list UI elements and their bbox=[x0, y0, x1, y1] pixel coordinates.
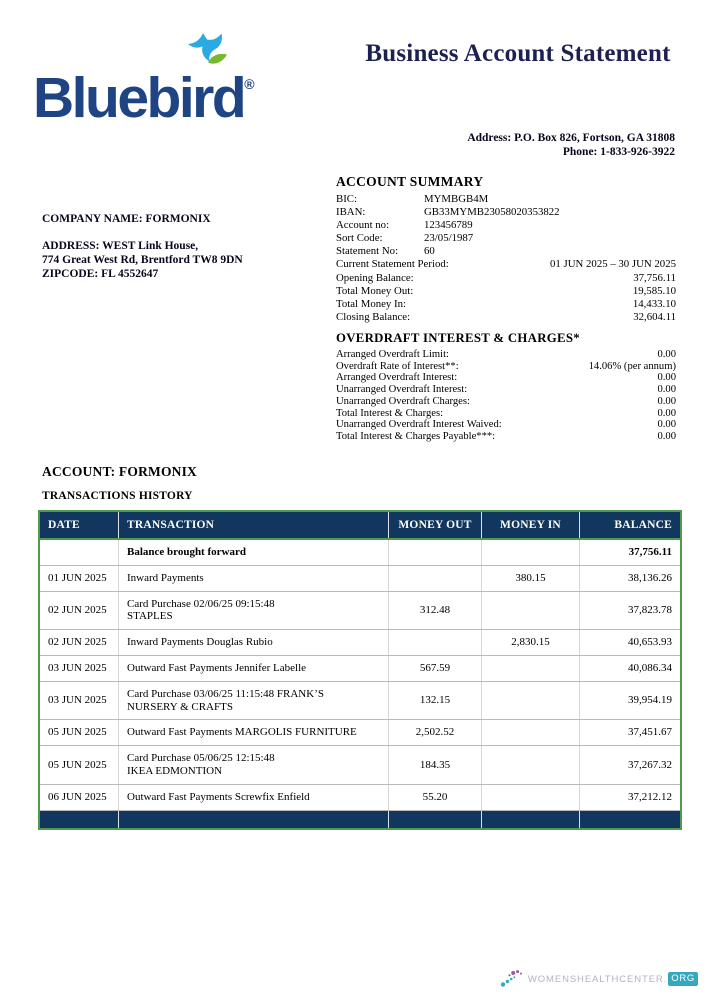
summary-row bbox=[336, 311, 676, 324]
transaction-line: Balance brought forward bbox=[127, 546, 246, 558]
summary-label: Account no: bbox=[336, 219, 390, 232]
summary-row bbox=[336, 298, 676, 311]
transaction-row bbox=[40, 592, 680, 631]
transaction-row bbox=[40, 540, 680, 566]
summary-row bbox=[336, 219, 676, 232]
cell-money-in bbox=[482, 682, 580, 720]
column-header-date: DATE bbox=[40, 512, 119, 538]
column-header-money-out: MONEY OUT bbox=[389, 512, 482, 538]
transaction-line: STAPLES bbox=[127, 610, 173, 623]
cell-money-out: 567.59 bbox=[389, 656, 482, 681]
watermark bbox=[500, 969, 698, 989]
transaction-line: Inward Payments Douglas Rubio bbox=[127, 636, 273, 649]
summary-value: 123456789 bbox=[424, 219, 473, 232]
overdraft-row bbox=[336, 372, 676, 384]
overdraft-label: Arranged Overdraft Interest: bbox=[336, 372, 458, 384]
transactions-heading: TRANSACTIONS HISTORY bbox=[42, 490, 193, 502]
summary-value: MYMBGB4M bbox=[424, 193, 489, 205]
cell-date: 02 JUN 2025 bbox=[40, 592, 119, 630]
cell-balance: 37,451.67 bbox=[628, 726, 672, 739]
transaction-line: Card Purchase 03/06/25 11:15:48 FRANK’S bbox=[127, 687, 324, 700]
summary-label: Sort Code: bbox=[336, 232, 383, 245]
overdraft-row bbox=[336, 419, 676, 431]
cell-balance: 37,756.11 bbox=[628, 546, 672, 558]
overdraft-label: Unarranged Overdraft Interest: bbox=[336, 384, 468, 396]
transaction-line: Outward Fast Payments MARGOLIS FURNITURE bbox=[127, 726, 357, 739]
company-address-line2: 774 Great West Rd, Brentford TW8 9DN bbox=[42, 254, 243, 266]
cell-transaction bbox=[119, 720, 389, 745]
cell-transaction bbox=[119, 785, 389, 810]
account-heading: ACCOUNT: FORMONIX bbox=[42, 464, 198, 479]
cell-date: 01 JUN 2025 bbox=[40, 566, 119, 591]
registered-mark: ® bbox=[244, 76, 255, 92]
summary-value: GB33MYMB23058020353822 bbox=[424, 206, 560, 219]
summary-label: Current Statement Period: bbox=[336, 258, 449, 271]
column-header-balance: BALANCE bbox=[614, 519, 672, 531]
watermark-text: WOMENSHEALTHCENTER. bbox=[527, 973, 668, 985]
transaction-row bbox=[40, 785, 680, 811]
overdraft-value: 0.00 bbox=[657, 349, 676, 360]
transaction-line: IKEA EDMONTION bbox=[127, 764, 223, 777]
cell-money-out bbox=[389, 540, 482, 565]
table-header-row bbox=[40, 512, 680, 540]
overdraft-value: 0.00 bbox=[657, 419, 676, 431]
transaction-row bbox=[40, 630, 680, 656]
summary-row bbox=[336, 232, 676, 245]
summary-label: Statement No: bbox=[336, 245, 399, 258]
cell-money-in: 2,830.15 bbox=[482, 630, 580, 655]
cell-money-out bbox=[389, 566, 482, 591]
company-name: COMPANY NAME: FORMONIX bbox=[42, 213, 211, 225]
cell-money-in bbox=[482, 540, 580, 565]
bank-address: Address: P.O. Box 826, Fortson, GA 31808 bbox=[467, 132, 675, 144]
cell-money-out: 132.15 bbox=[389, 682, 482, 720]
transaction-line: Card Purchase 02/06/25 09:15:48 bbox=[127, 597, 275, 610]
summary-row bbox=[336, 272, 676, 285]
account-summary-rows bbox=[336, 193, 676, 324]
cell-money-out: 184.35 bbox=[389, 746, 482, 784]
overdraft-label: Total Interest & Charges: bbox=[336, 407, 444, 419]
overdraft-row bbox=[336, 349, 676, 361]
cell-date: 05 JUN 2025 bbox=[40, 720, 119, 745]
summary-value: 32,604.11 bbox=[633, 310, 676, 323]
account-summary-title: ACCOUNT SUMMARY bbox=[336, 174, 484, 189]
transaction-line: Outward Fast Payments Screwfix Enfield bbox=[127, 790, 310, 803]
cell-balance: 38,136.26 bbox=[628, 571, 672, 584]
transaction-line: Inward Payments bbox=[127, 571, 204, 584]
overdraft-label: Unarranged Overdraft Charges: bbox=[336, 395, 470, 407]
overdraft-value: 14.06% (per annum) bbox=[588, 360, 676, 372]
table-footer-bar bbox=[40, 811, 680, 828]
overdraft-row bbox=[336, 361, 676, 373]
summary-row bbox=[336, 206, 676, 219]
cell-money-in bbox=[482, 720, 580, 745]
transaction-row bbox=[40, 746, 680, 785]
transaction-row bbox=[40, 682, 680, 721]
bluebird-logo bbox=[33, 30, 263, 130]
cell-date bbox=[40, 540, 119, 565]
column-header-transaction: TRANSACTION bbox=[119, 512, 389, 538]
overdraft-value: 0.00 bbox=[657, 407, 676, 419]
company-address-line1: ADDRESS: WEST Link House, bbox=[42, 240, 199, 252]
cell-date: 02 JUN 2025 bbox=[40, 630, 119, 655]
overdraft-row bbox=[336, 384, 676, 396]
cell-money-out: 55.20 bbox=[389, 785, 482, 810]
cell-transaction bbox=[119, 746, 389, 784]
summary-label: IBAN: bbox=[336, 206, 366, 219]
cell-date: 03 JUN 2025 bbox=[40, 656, 119, 681]
summary-row bbox=[336, 258, 676, 271]
summary-row bbox=[336, 285, 676, 298]
cell-money-in bbox=[482, 656, 580, 681]
overdraft-row bbox=[336, 408, 676, 420]
overdraft-label: Arranged Overdraft Limit: bbox=[336, 349, 449, 360]
transaction-line: Card Purchase 05/06/25 12:15:48 bbox=[127, 752, 275, 765]
transaction-row bbox=[40, 566, 680, 592]
summary-label: Total Money Out: bbox=[336, 284, 414, 297]
bluebird-wordmark: Bluebird® bbox=[33, 66, 255, 130]
account-summary-section bbox=[336, 174, 676, 324]
transaction-line: NURSERY & CRAFTS bbox=[127, 700, 233, 713]
cell-balance: 37,267.32 bbox=[628, 758, 672, 771]
cell-transaction bbox=[119, 566, 389, 591]
summary-label: Opening Balance: bbox=[336, 271, 414, 284]
summary-label: BIC: bbox=[336, 193, 357, 205]
cell-balance: 40,653.93 bbox=[628, 636, 672, 649]
summary-row bbox=[336, 193, 676, 206]
cell-transaction bbox=[119, 630, 389, 655]
cell-date: 03 JUN 2025 bbox=[40, 682, 119, 720]
overdraft-title: OVERDRAFT INTEREST & CHARGES* bbox=[336, 331, 580, 345]
cell-money-in: 380.15 bbox=[482, 566, 580, 591]
summary-value: 60 bbox=[424, 245, 435, 258]
summary-value: 19,585.10 bbox=[632, 284, 676, 297]
watermark-org-badge: ORG bbox=[668, 972, 698, 986]
overdraft-rows bbox=[336, 349, 676, 443]
cell-balance: 37,212.12 bbox=[628, 790, 672, 803]
transaction-line: Outward Fast Payments Jennifer Labelle bbox=[127, 661, 307, 674]
cell-date: 05 JUN 2025 bbox=[40, 746, 119, 784]
cell-transaction bbox=[119, 592, 389, 630]
transaction-row bbox=[40, 656, 680, 682]
overdraft-value: 0.00 bbox=[657, 372, 676, 384]
cell-money-in bbox=[482, 785, 580, 810]
overdraft-value: 0.00 bbox=[657, 395, 676, 407]
cell-balance: 39,954.19 bbox=[628, 694, 672, 707]
cell-money-in bbox=[482, 746, 580, 784]
summary-value: 14,433.10 bbox=[632, 297, 676, 310]
cell-balance: 40,086.34 bbox=[628, 661, 672, 674]
cell-transaction bbox=[119, 682, 389, 720]
summary-label: Total Money In: bbox=[336, 297, 407, 310]
overdraft-label: Total Interest & Charges Payable***: bbox=[336, 430, 496, 442]
bank-contact-block bbox=[467, 131, 675, 159]
overdraft-value: 0.00 bbox=[657, 430, 676, 442]
summary-row bbox=[336, 245, 676, 258]
column-header-money-in: MONEY IN bbox=[482, 512, 580, 538]
cell-balance: 37,823.78 bbox=[628, 603, 672, 616]
transactions-table bbox=[38, 510, 682, 830]
watermark-dots-icon bbox=[500, 969, 526, 989]
page-title: Business Account Statement bbox=[365, 40, 671, 67]
company-block bbox=[42, 212, 327, 281]
summary-value: 23/05/1987 bbox=[424, 232, 474, 245]
cell-money-out: 312.48 bbox=[389, 592, 482, 630]
cell-transaction bbox=[119, 656, 389, 681]
cell-money-out: 2,502.52 bbox=[389, 720, 482, 745]
transaction-row bbox=[40, 720, 680, 746]
cell-money-out bbox=[389, 630, 482, 655]
summary-value: 01 JUN 2025 – 30 JUN 2025 bbox=[550, 258, 676, 271]
overdraft-label: Unarranged Overdraft Interest Waived: bbox=[336, 419, 502, 431]
bank-phone: Phone: 1-833-926-3922 bbox=[562, 146, 675, 158]
summary-label: Closing Balance: bbox=[336, 310, 411, 323]
overdraft-row bbox=[336, 396, 676, 408]
cell-money-in bbox=[482, 592, 580, 630]
cell-date: 06 JUN 2025 bbox=[40, 785, 119, 810]
overdraft-value: 0.00 bbox=[657, 384, 676, 396]
table-body bbox=[40, 540, 680, 811]
cell-transaction bbox=[119, 540, 389, 565]
overdraft-section bbox=[336, 331, 676, 443]
overdraft-row bbox=[336, 431, 676, 443]
company-zipcode: ZIPCODE: FL 4552647 bbox=[42, 268, 159, 280]
overdraft-label: Overdraft Rate of Interest**: bbox=[336, 360, 459, 372]
summary-value: 37,756.11 bbox=[633, 271, 676, 284]
